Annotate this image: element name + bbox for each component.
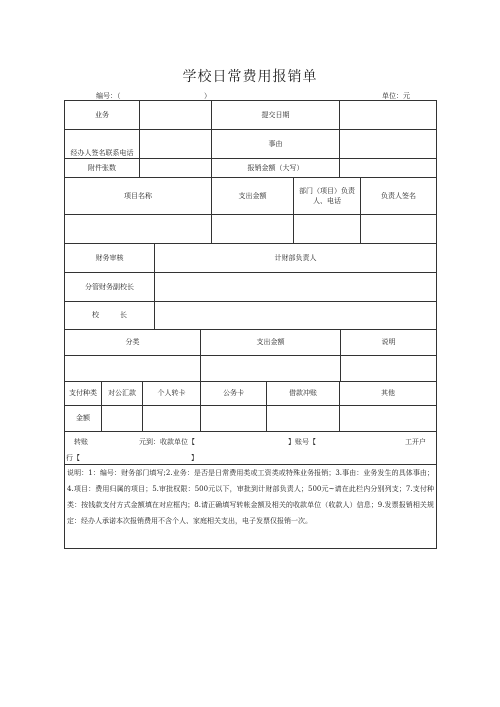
transfer-bank-close: 】 (191, 454, 198, 462)
submit-date-field[interactable] (339, 100, 437, 130)
expense-amount2-header: 支出金额 (200, 329, 341, 356)
payment-amount-official-card[interactable] (200, 405, 267, 432)
payment-type-personal-card: 个人转卡 (142, 381, 201, 406)
business-field[interactable] (139, 100, 212, 130)
payment-amount-personal-card[interactable] (142, 405, 201, 432)
payment-amount-corporate[interactable] (101, 405, 143, 432)
principal-field[interactable] (154, 301, 437, 330)
remark-header: 说明 (340, 329, 437, 356)
principal-label: 校 长 (64, 301, 155, 330)
attachments-label: 附件张数 (64, 158, 140, 178)
dept-contact-field[interactable] (293, 214, 361, 244)
serial-number-label: 编号：（ (96, 92, 121, 100)
transfer-bank-row: 行【 (66, 454, 80, 462)
handler-label: 经办人签名联系电话 (64, 129, 140, 159)
payment-type-other: 其他 (339, 381, 437, 406)
dept-contact-header: 部门（项目）负责人、电话 (293, 177, 361, 215)
amount-caps-label: 报销金额（大写） (211, 158, 340, 178)
payment-amount-label: 金额 (64, 405, 102, 432)
handler-field[interactable] (139, 129, 212, 159)
category-field[interactable] (64, 355, 201, 382)
form-title: 学校日常费用报销单 (182, 69, 318, 85)
expense-amount2-field[interactable] (200, 355, 341, 382)
payment-amount-loan-offset[interactable] (266, 405, 340, 432)
reason-label: 事由 (211, 129, 340, 159)
transfer-payee-label: 元到：收款单位【 (139, 438, 195, 446)
transfer-label: 转账 (74, 438, 88, 446)
payment-type-corporate: 对公汇款 (101, 381, 143, 406)
instructions-text: 说明：1：编号：财务部门填写;2.业务：是否是日常费用类或工资类或特殊业务报销；3.事由：业务发生的具体事由；4.项目：费用归属的项目；5.审批权限：500元以下，审批到计财部负责人；500元~请在此栏内分别列支；7.支付种类：按钱款支付方式金额填在对应框内；8.请正确填写转帐金额及相关的收款单位（收款人）信息；9.发票报销相关规定：经办人承诺本次报销费用不含个人、家庭相关支出，电子发票仅报销一次。 (64, 464, 437, 549)
serial-number-close: ） (204, 92, 211, 100)
payment-type-loan-offset: 借款冲账 (266, 381, 340, 406)
project-name-header: 项目名称 (64, 177, 212, 215)
amount-caps-field[interactable] (339, 158, 437, 178)
business-label: 业务 (64, 100, 140, 130)
transfer-account-label: 】账号【 (288, 438, 316, 446)
vice-principal-field[interactable] (154, 272, 437, 302)
category-header: 分类 (64, 329, 201, 356)
transfer-bank-label: 工开户 (405, 438, 426, 446)
payment-type-official-card: 公务卡 (200, 381, 267, 406)
payment-amount-other[interactable] (339, 405, 437, 432)
finance-review-label: 财务审核 (64, 243, 155, 273)
reason-field[interactable] (339, 129, 437, 159)
submit-date-label: 提交日期 (211, 100, 340, 130)
transfer-block[interactable] (64, 431, 437, 465)
remark-field[interactable] (340, 355, 437, 382)
vice-principal-label: 分管财务副校长 (64, 272, 155, 302)
plan-head-label: 计财部负责人 (154, 243, 437, 273)
attachments-field[interactable] (139, 158, 212, 178)
head-signature-header: 负责人签名 (360, 177, 437, 215)
head-signature-field[interactable] (360, 214, 437, 244)
project-name-field[interactable] (64, 214, 212, 244)
unit-label: 单位：元 (382, 92, 410, 100)
payment-type-label: 支付种类 (64, 381, 102, 406)
expense-amount-field[interactable] (211, 214, 294, 244)
expense-amount-header: 支出金额 (211, 177, 294, 215)
